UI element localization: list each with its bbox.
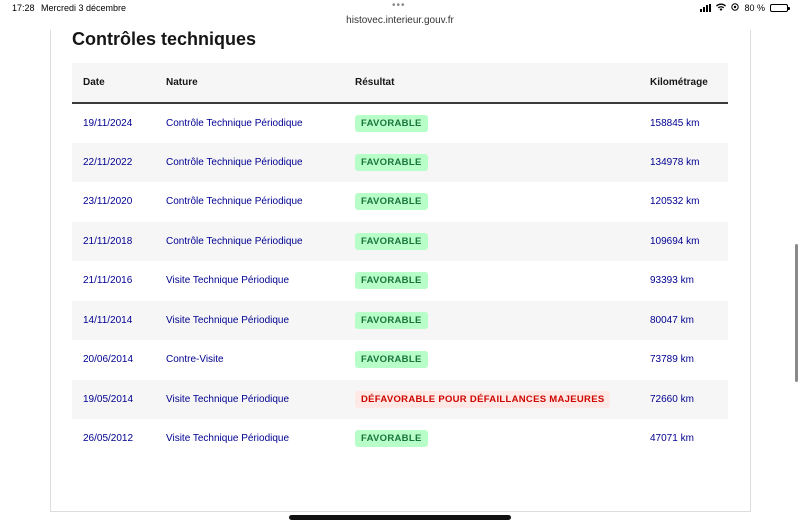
header-result: Résultat [355,77,395,88]
address-bar-url[interactable]: histovec.interieur.gouv.fr [346,15,454,26]
inspection-date: 14/11/2014 [83,314,133,326]
status-badge: FAVORABLE [355,193,428,210]
status-badge: FAVORABLE [355,233,428,250]
technical-inspections-table [72,63,728,459]
home-indicator[interactable] [289,515,511,520]
inspection-result-cell [344,419,639,459]
section-title: Contrôles techniques [72,29,257,49]
header-date: Date [83,77,105,88]
status-badge: FAVORABLE [355,272,428,289]
inspection-date: 21/11/2018 [83,235,133,247]
inspection-date: 19/11/2024 [83,117,133,129]
inspection-result-cell [344,340,639,380]
table-row [72,103,728,143]
inspection-result-cell [344,182,639,222]
inspection-result-cell [344,380,639,420]
status-bar [0,0,800,30]
status-badge: FAVORABLE [355,312,428,329]
inspection-nature: Contre-Visite [166,354,224,366]
inspection-date: 21/11/2016 [83,275,133,287]
battery-icon [770,4,788,12]
inspection-result-cell [344,301,639,341]
status-indicators [700,3,788,13]
inspection-mileage: 47071 km [650,433,694,445]
table-row [72,222,728,262]
more-dots-icon[interactable]: ••• [392,0,406,11]
inspection-date: 26/05/2012 [83,433,134,445]
inspection-nature: Visite Technique Périodique [166,433,290,445]
status-badge: DÉFAVORABLE POUR DÉFAILLANCES MAJEURES [355,391,610,408]
inspection-mileage: 158845 km [650,117,700,129]
inspection-mileage: 134978 km [650,156,700,168]
inspection-nature: Visite Technique Périodique [166,314,290,326]
status-time: 17:28 [12,3,35,13]
inspection-mileage: 109694 km [650,235,700,247]
table-row [72,301,728,341]
inspection-mileage: 93393 km [650,275,694,287]
inspection-nature: Visite Technique Périodique [166,275,290,287]
inspection-result-cell [344,222,639,262]
table-row [72,182,728,222]
inspection-nature: Contrôle Technique Périodique [166,196,303,208]
inspection-nature: Contrôle Technique Périodique [166,156,303,168]
inspection-date: 22/11/2022 [83,156,133,168]
wifi-icon [716,3,726,13]
table-row [72,380,728,420]
location-icon [731,3,739,13]
inspection-mileage: 80047 km [650,314,694,326]
table-row [72,419,728,459]
status-badge: FAVORABLE [355,430,428,447]
table-header-row [72,63,728,103]
inspection-date: 20/06/2014 [83,354,134,366]
table-row [72,340,728,380]
table-row [72,143,728,183]
inspection-nature: Contrôle Technique Périodique [166,235,303,247]
inspection-result-cell [344,143,639,183]
inspection-mileage: 120532 km [650,196,700,208]
header-nature: Nature [166,77,198,88]
status-date: Mercredi 3 décembre [41,3,127,13]
status-badge: FAVORABLE [355,115,428,132]
header-mileage: Kilométrage [650,77,708,88]
inspection-mileage: 73789 km [650,354,694,366]
battery-percent: 80 % [744,3,765,13]
inspection-result-cell [344,103,639,143]
inspection-date: 23/11/2020 [83,196,133,208]
status-badge: FAVORABLE [355,154,428,171]
inspection-date: 19/05/2014 [83,393,134,405]
inspection-nature: Contrôle Technique Périodique [166,117,303,129]
status-badge: FAVORABLE [355,351,428,368]
table-row [72,261,728,301]
signal-icon [700,4,711,12]
inspection-result-cell [344,261,639,301]
scrollbar[interactable] [795,244,798,382]
inspection-nature: Visite Technique Périodique [166,393,290,405]
inspection-mileage: 72660 km [650,393,694,405]
